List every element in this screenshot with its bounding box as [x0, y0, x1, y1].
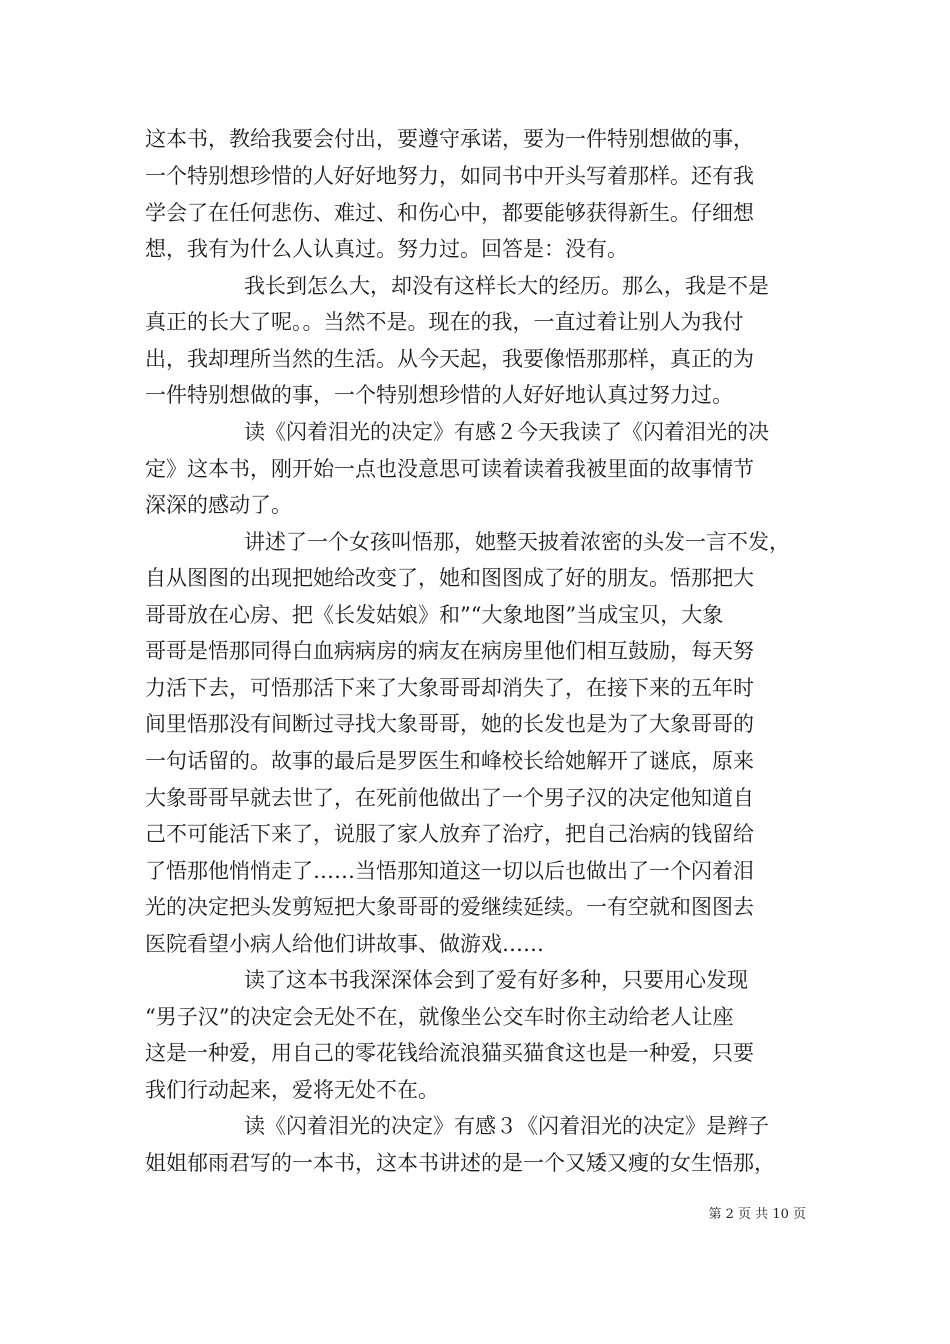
paragraph-first-line: 读《闪着泪光的决定》有感２今天我读了《闪着泪光的决 — [244, 420, 769, 444]
body-text-line: 一件特别想做的事，一个特别想珍惜的人好好地认真过努力过。 — [145, 383, 733, 407]
body-text-line: 我们行动起来，爱将无处不在。 — [145, 1078, 439, 1102]
body-text-line: 一句话留的。故事的最后是罗医生和峰校长给她解开了谜底，原来 — [145, 749, 754, 773]
body-text-line: 光的决定把头发剪短把大象哥哥的爱继续延续。一有空就和图图去 — [145, 895, 754, 919]
paragraph-first-line: 读《闪着泪光的决定》有感３《闪着泪光的决定》是辫子 — [244, 1114, 769, 1138]
body-text-line: 哥哥是悟那同得白血病病房的病友在病房里他们相互鼓励，每天努 — [145, 639, 754, 663]
body-text-line: 力活下去，可悟那活下来了大象哥哥却消失了，在接下来的五年时 — [145, 676, 754, 700]
body-text-line: 姐姐郁雨君写的一本书，这本书讲述的是一个又矮又瘦的女生悟那， — [145, 1151, 775, 1175]
paragraph-first-line: 读了这本书我深深体会到了爱有好多种，只要用心发现 — [244, 968, 748, 992]
body-text-line: 大象哥哥早就去世了，在死前他做出了一个男子汉的决定他知道自 — [145, 786, 754, 810]
body-text-line: 己不可能活下来了，说服了家人放弃了治疗，把自己治病的钱留给 — [145, 822, 754, 846]
body-text-line: 定》这本书，刚开始一点也没意思可读着读着我被里面的故事情节 — [145, 457, 754, 481]
body-text-line: 真正的长大了呢。。当然不是。现在的我，一直过着让别人为我付 — [145, 310, 744, 334]
paragraph-first-line: 讲述了一个女孩叫悟那，她整天披着浓密的头发一言不发， — [244, 530, 790, 554]
body-text-line: “男子汉”的决定会无处不在，就像坐公交车时你主动给老人让座 — [145, 1005, 734, 1029]
body-text-line: 医院看望小病人给他们讲故事、做游戏…… — [145, 932, 544, 956]
body-text-line: 想，我有为什么人认真过。努力过。回答是：没有。 — [145, 237, 628, 261]
page-number-footer: 第 2 页 共 10 页 — [708, 1207, 806, 1222]
body-text-line: 学会了在任何悲伤、难过、和伤心中，都要能够获得新生。仔细想 — [145, 201, 754, 225]
body-text-line: 一个特别想珍惜的人好好地努力，如同书中开头写着那样。还有我 — [145, 164, 754, 188]
body-text-line: 这是一种爱，用自己的零花钱给流浪猫买猫食这也是一种爱，只要 — [145, 1041, 754, 1065]
body-text-line: 这本书，教给我要会付出，要遵守承诺，要为一件特别想做的事， — [145, 127, 754, 151]
body-text-line: 出，我却理所当然的生活。从今天起，我要像悟那那样，真正的为 — [145, 347, 754, 371]
body-text-line: 深深的感动了。 — [145, 493, 292, 517]
body-text-line: 自从图图的出现把她给改变了，她和图图成了好的朋友。悟那把大 — [145, 566, 754, 590]
body-text-line: 哥哥放在心房、把《长发姑娘》和”“大象地图”当成宝贝，大象 — [145, 603, 724, 627]
paragraph-first-line: 我长到怎么大，却没有这样长大的经历。那么，我是不是 — [244, 274, 769, 298]
body-text-line: 了悟那他悄悄走了……当悟那知道这一切以后也做出了一个闪着泪 — [145, 859, 754, 883]
body-text-line: 间里悟那没有间断过寻找大象哥哥，她的长发也是为了大象哥哥的 — [145, 712, 754, 736]
